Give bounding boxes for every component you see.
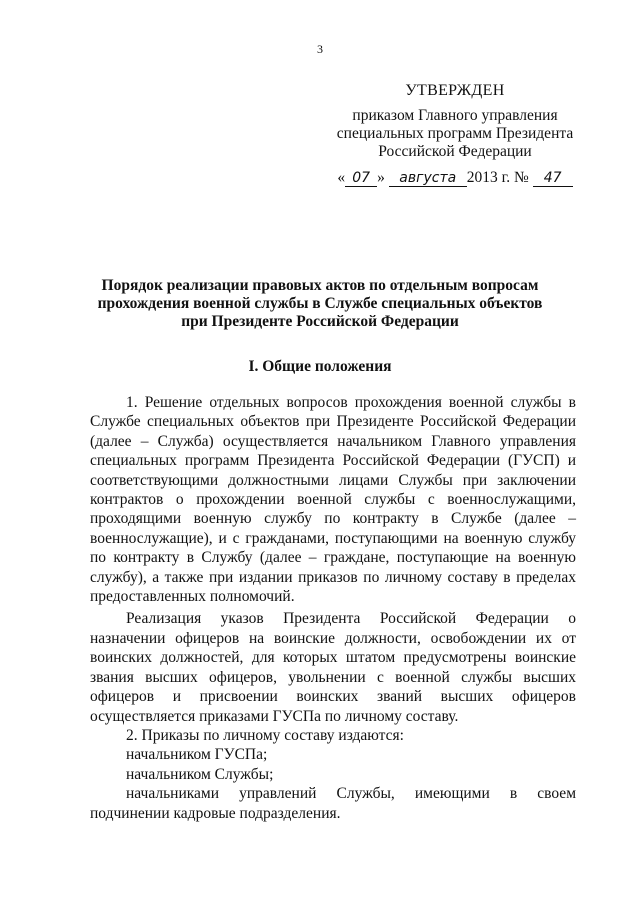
date-open-quote: « — [337, 169, 346, 186]
list-item: начальником ГУСПа; — [126, 746, 268, 764]
approval-date-line — [320, 169, 590, 187]
date-year-text: 2013 г. № — [466, 169, 529, 186]
document-title-line: Порядок реализации правовых актов по отдельным вопросам — [101, 277, 539, 294]
page-number: 3 — [317, 42, 323, 56]
date-day-handwritten: 07 — [345, 170, 377, 187]
approval-title: УТВЕРЖДЕН — [405, 82, 505, 99]
section-heading: I. Общие положения — [248, 358, 392, 375]
date-close-quote: » — [377, 169, 385, 186]
approval-line: специальных программ Президента — [336, 125, 574, 142]
date-month-handwritten: августа — [389, 170, 467, 187]
paragraph-1: 1. Решение отдельных вопросов прохождения военной службы в Службе специальных объектов при Президенте Российской Федерации (далее – Служба) осуществляется начальником Главного управления специальных программ Президента Российской Федерации (ГУСП) и соответствующими должностными лицами Службы при заключении контрактов о прохождении военной службы с военнослужащими, проходящими военную службу по контракту в Службе (далее – военнослужащие), и с гражданами, поступающими на военную службу по контракту в Службу (далее – граждане, поступающие на военную службу), а также при издании приказов по личному составу в пределах предоставленных полномочий. — [90, 394, 576, 606]
approval-line: приказом Главного управления — [352, 107, 558, 124]
paragraph-3: 2. Приказы по личному составу издаются: — [126, 726, 404, 744]
document-title-line: при Президенте Российской Федерации — [181, 313, 459, 330]
approval-line: Российской Федерации — [378, 143, 532, 160]
list-item: начальником Службы; — [126, 765, 274, 783]
document-title — [80, 277, 560, 331]
order-number-handwritten: 47 — [533, 170, 573, 187]
document-title-line: прохождения военной службы в Службе специальных объектов — [97, 295, 543, 312]
document-body — [90, 393, 576, 823]
list-item: начальниками управлений Службы, имеющими в своем подчинении кадровые подразделения. — [90, 785, 576, 822]
paragraph-2: Реализация указов Президента Российской Федерации о назначении офицеров на воинские должности, освобождении их от воинских должностей, для которых штатом предусмотрены воинские звания высших офицеров, увольнении с военной службы высших офицеров и присвоении воинских званий высших офицеров осуществляется приказами ГУСПа по личному составу. — [90, 610, 576, 725]
approval-stamp — [320, 82, 590, 187]
